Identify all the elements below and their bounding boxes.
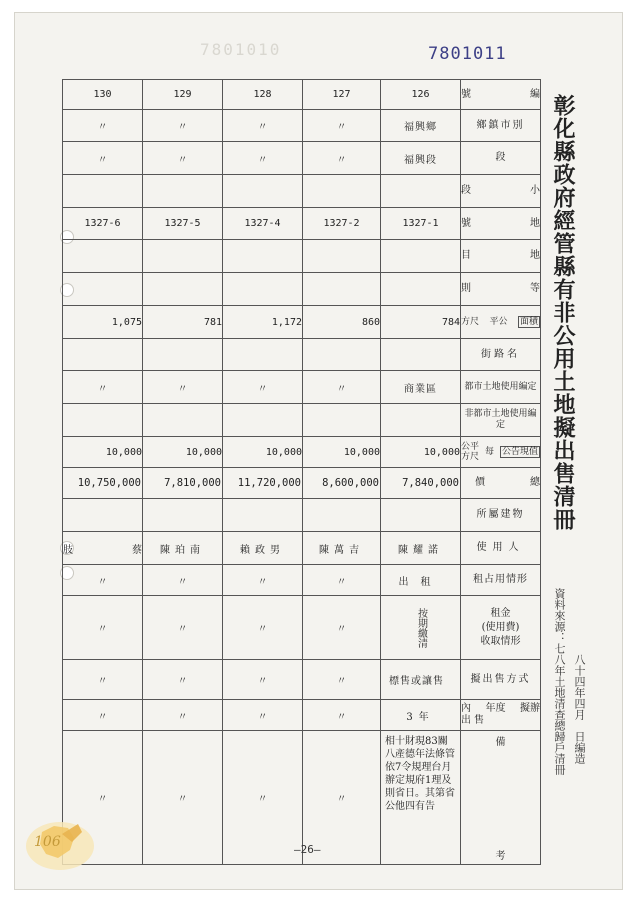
land-number-value: 1327-2 [303, 208, 381, 240]
land-sale-table [62, 79, 541, 865]
announced-value: 10,000 [223, 437, 303, 468]
empty-cell [303, 499, 381, 532]
empty-cell [381, 175, 461, 208]
ditto-mark: 〃 [223, 596, 303, 660]
row-label-remarks: 備 考 [461, 731, 541, 865]
table-row-subsection [63, 175, 541, 208]
township-value: 福興鄉 [381, 110, 461, 142]
empty-cell [223, 240, 303, 273]
ditto-mark: 〃 [303, 371, 381, 404]
sale-method-value: 標售或讓售 [381, 660, 461, 700]
ditto-mark: 〃 [63, 142, 143, 175]
page-number: —26— [294, 843, 321, 856]
document-number: 7801011 [428, 44, 507, 64]
ditto-mark: 〃 [63, 110, 143, 142]
row-label-zoning-nonurban: 非都市土地使用編定 [461, 404, 541, 437]
svg-text:106: 106 [34, 834, 61, 850]
ditto-mark: 〃 [63, 371, 143, 404]
ditto-mark: 〃 [143, 660, 223, 700]
empty-cell [143, 499, 223, 532]
table-row-land-number [63, 208, 541, 240]
announced-value: 10,000 [143, 437, 223, 468]
row-label-occupancy: 租占用情形 [461, 565, 541, 596]
table-row-total-value [63, 468, 541, 499]
row-label-grade: 等 則 [461, 273, 541, 306]
row-label-zoning-urban: 都市土地使用編定 [461, 371, 541, 404]
ditto-mark: 〃 [303, 700, 381, 731]
date-note: 八十四年四月 日編造 [573, 654, 586, 764]
row-label-township: 鄉鎮市別 [461, 110, 541, 142]
announced-value: 10,000 [303, 437, 381, 468]
user-name: 陳萬吉 [303, 532, 381, 565]
table-row-sale-method [63, 660, 541, 700]
row-label-sale-method: 擬出售方式 [461, 660, 541, 700]
land-number-value: 1327-1 [381, 208, 461, 240]
source-note: 資料來源：七八年土地清查總歸戶清冊 [553, 588, 566, 775]
empty-cell [223, 273, 303, 306]
ditto-mark: 〃 [223, 700, 303, 731]
table-row-rent [63, 596, 541, 660]
parcel-number: 126 [381, 80, 461, 110]
table-row-township [63, 110, 541, 142]
table-row-occupancy [63, 565, 541, 596]
document-title: 彰化縣政府經管縣有非公用土地擬出售清冊 [550, 94, 576, 531]
row-label-street: 街路名 [461, 339, 541, 371]
total-value: 11,720,000 [223, 468, 303, 499]
table-row-zoning-urban [63, 371, 541, 404]
empty-cell [303, 175, 381, 208]
ditto-mark: 〃 [223, 142, 303, 175]
empty-cell [63, 499, 143, 532]
ditto-mark: 〃 [303, 596, 381, 660]
empty-cell [63, 240, 143, 273]
zoning-value: 商業區 [381, 371, 461, 404]
area-value: 781 [143, 306, 223, 339]
archive-logo [22, 812, 102, 874]
empty-cell [303, 404, 381, 437]
total-value: 7,810,000 [143, 468, 223, 499]
row-label-total-value: 價 總 [461, 468, 541, 499]
empty-cell [63, 404, 143, 437]
empty-cell [223, 499, 303, 532]
empty-cell [303, 339, 381, 371]
row-label-area: 方尺 平公 面積 [461, 306, 541, 339]
table-row-section [63, 142, 541, 175]
table-row-street [63, 339, 541, 371]
table-row-number [63, 80, 541, 110]
user-name: 肢 蔡 [63, 532, 143, 565]
table-row-area [63, 306, 541, 339]
table-row-grade [63, 273, 541, 306]
row-label-section: 段 [461, 142, 541, 175]
ditto-mark: 〃 [303, 731, 381, 865]
row-label-subsection: 小 段 [461, 175, 541, 208]
row-label-land-category: 地 目 [461, 240, 541, 273]
ditto-mark: 〃 [303, 660, 381, 700]
ditto-mark: 〃 [63, 596, 143, 660]
occupancy-value: 出租 [381, 565, 461, 596]
empty-cell [143, 339, 223, 371]
table-row-announced-value [63, 437, 541, 468]
ditto-mark: 〃 [143, 700, 223, 731]
ditto-mark: 〃 [143, 731, 223, 865]
area-value: 1,172 [223, 306, 303, 339]
ditto-mark: 〃 [303, 110, 381, 142]
empty-cell [143, 175, 223, 208]
user-name: 陳耀諾 [381, 532, 461, 565]
parcel-number: 129 [143, 80, 223, 110]
table-row-zoning-nonurban [63, 404, 541, 437]
ditto-mark: 〃 [223, 110, 303, 142]
row-label-land-number: 地 號 [461, 208, 541, 240]
ditto-mark: 〃 [143, 596, 223, 660]
deadline-value: 3年 [381, 700, 461, 731]
row-label-announced-value: 公平 方尺 每 公告現值 [461, 437, 541, 468]
empty-cell [63, 339, 143, 371]
row-label-number: 號 編 [461, 80, 541, 110]
ditto-mark: 〃 [63, 660, 143, 700]
empty-cell [223, 339, 303, 371]
row-label-rent: 租金 (使用費) 收取情形 [461, 596, 541, 660]
ditto-mark: 〃 [143, 110, 223, 142]
section-value: 福興段 [381, 142, 461, 175]
empty-cell [381, 404, 461, 437]
announced-value: 10,000 [381, 437, 461, 468]
ditto-mark: 〃 [143, 565, 223, 596]
empty-cell [381, 240, 461, 273]
table-row-land-category [63, 240, 541, 273]
empty-cell [303, 273, 381, 306]
total-value: 7,840,000 [381, 468, 461, 499]
total-value: 10,750,000 [63, 468, 143, 499]
ditto-mark: 〃 [143, 142, 223, 175]
empty-cell [63, 273, 143, 306]
land-number-value: 1327-5 [143, 208, 223, 240]
row-label-buildings: 所屬建物 [461, 499, 541, 532]
row-label-deadline: 內 年度 擬辦 出售 [461, 700, 541, 731]
parcel-number: 127 [303, 80, 381, 110]
table-row-user [63, 532, 541, 565]
user-name: 賴政男 [223, 532, 303, 565]
ditto-mark: 〃 [223, 731, 303, 865]
empty-cell [143, 240, 223, 273]
ditto-mark: 〃 [63, 565, 143, 596]
area-value: 784 [381, 306, 461, 339]
land-number-value: 1327-6 [63, 208, 143, 240]
ditto-mark: 〃 [143, 371, 223, 404]
total-value: 8,600,000 [303, 468, 381, 499]
ditto-mark: 〃 [303, 565, 381, 596]
announced-value: 10,000 [63, 437, 143, 468]
ditto-mark: 〃 [223, 565, 303, 596]
rent-status-value: 按期繳清 [381, 596, 461, 660]
ditto-mark: 〃 [223, 660, 303, 700]
empty-cell [63, 175, 143, 208]
area-value: 860 [303, 306, 381, 339]
ditto-mark: 〃 [303, 142, 381, 175]
remarks-value: 相十財現83關八產德年法條管依7令規理台月辦定規府1理及則省日。其第省公他四有告 [381, 731, 461, 865]
empty-cell [303, 240, 381, 273]
user-name: 陳珀南 [143, 532, 223, 565]
table-row-buildings [63, 499, 541, 532]
ditto-mark: 〃 [223, 371, 303, 404]
empty-cell [223, 404, 303, 437]
empty-cell [223, 175, 303, 208]
parcel-number: 130 [63, 80, 143, 110]
empty-cell [381, 273, 461, 306]
table-row-deadline [63, 700, 541, 731]
ditto-mark: 〃 [63, 731, 143, 865]
empty-cell [143, 404, 223, 437]
land-number-value: 1327-4 [223, 208, 303, 240]
row-label-user: 使用人 [461, 532, 541, 565]
empty-cell [381, 499, 461, 532]
ditto-mark: 〃 [63, 700, 143, 731]
empty-cell [381, 339, 461, 371]
faint-document-number: 7801010 [200, 40, 282, 59]
empty-cell [143, 273, 223, 306]
area-value: 1,075 [63, 306, 143, 339]
parcel-number: 128 [223, 80, 303, 110]
